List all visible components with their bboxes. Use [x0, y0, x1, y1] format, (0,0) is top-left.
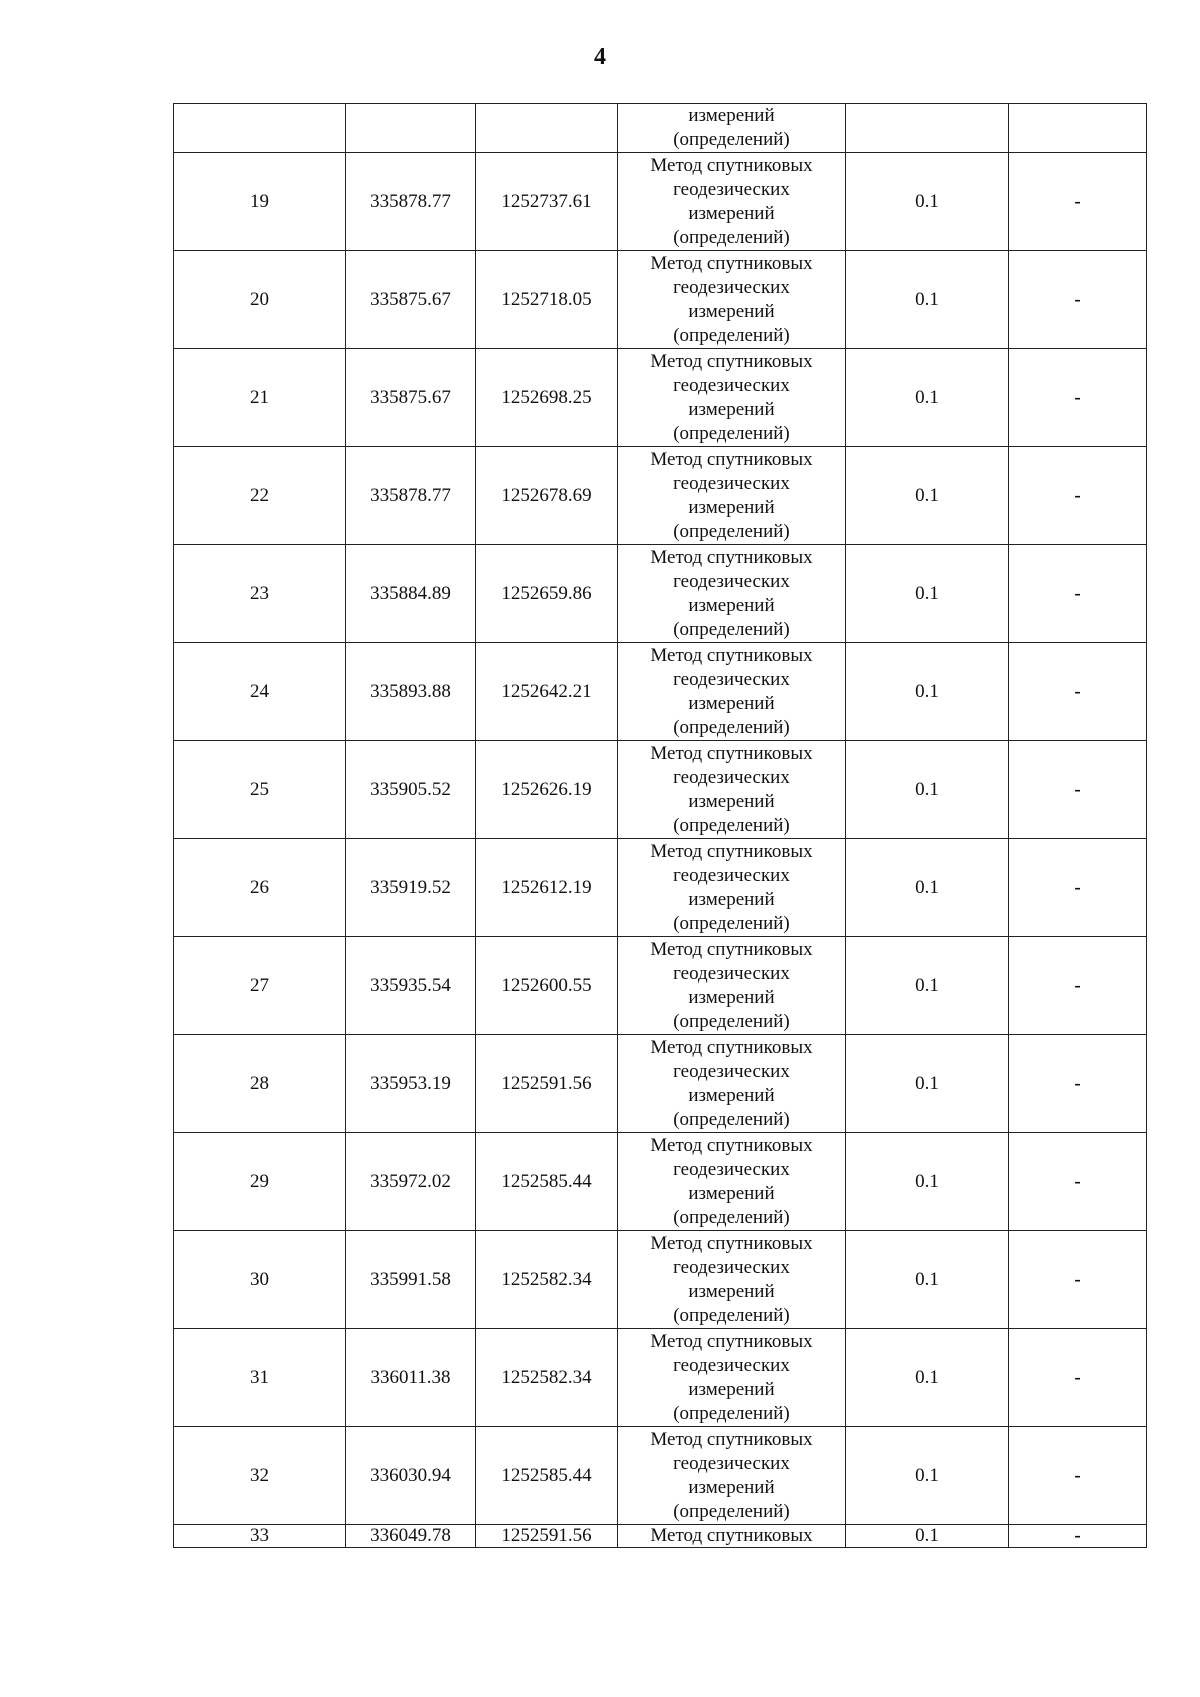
cell-accuracy: 0.1 — [846, 741, 1009, 839]
cell-method — [618, 937, 846, 1035]
cell-num: 23 — [174, 545, 346, 643]
method-line: геодезических — [673, 766, 790, 788]
cell-num: 27 — [174, 937, 346, 1035]
cell-y: 1252678.69 — [476, 447, 618, 545]
cell-note: - — [1009, 153, 1147, 251]
cell-accuracy: 0.1 — [846, 153, 1009, 251]
cell-note: - — [1009, 1525, 1147, 1548]
cell-note: - — [1009, 1231, 1147, 1329]
method-line: измерений — [688, 1182, 775, 1204]
method-line: (определений) — [673, 129, 790, 150]
method-line: Метод спутниковых — [650, 546, 813, 568]
cell-note: - — [1009, 349, 1147, 447]
method-line: Метод спутниковых — [650, 840, 813, 862]
cell-x: 335919.52 — [346, 839, 476, 937]
cell-x: 335878.77 — [346, 447, 476, 545]
method-line: геодезических — [673, 1256, 790, 1278]
table-row — [174, 1133, 1147, 1231]
method-line: измерений — [688, 105, 775, 126]
cell-x: 335884.89 — [346, 545, 476, 643]
method-line: (определений) — [673, 1010, 790, 1032]
method-line: геодезических — [673, 962, 790, 984]
method-line: Метод спутниковых — [650, 1330, 813, 1352]
cell-x: 335935.54 — [346, 937, 476, 1035]
method-line: Метод спутниковых — [650, 644, 813, 666]
cell-num: 21 — [174, 349, 346, 447]
page-number: 4 — [594, 44, 606, 70]
method-line: измерений — [688, 496, 775, 518]
method-line: измерений — [688, 692, 775, 714]
cell-method — [618, 545, 846, 643]
method-line: Метод спутниковых — [650, 938, 813, 960]
method-line: измерений — [688, 1476, 775, 1498]
cell-x: 335875.67 — [346, 251, 476, 349]
method-line: геодезических — [673, 178, 790, 200]
coordinates-table — [173, 103, 1147, 1548]
table-row — [174, 447, 1147, 545]
cell-num: 28 — [174, 1035, 346, 1133]
cell-method — [618, 251, 846, 349]
cell-y: 1252612.19 — [476, 839, 618, 937]
method-line: измерений — [688, 986, 775, 1008]
cell-y: 1252591.56 — [476, 1035, 618, 1133]
cell-x: 336049.78 — [346, 1525, 476, 1548]
cell-x: 335878.77 — [346, 153, 476, 251]
cell-note: - — [1009, 545, 1147, 643]
cell-method — [618, 1329, 846, 1427]
cell-y: 1252582.34 — [476, 1231, 618, 1329]
method-line: Метод спутниковых — [650, 1036, 813, 1058]
cell-accuracy: 0.1 — [846, 1427, 1009, 1525]
cell-num: 32 — [174, 1427, 346, 1525]
method-line: геодезических — [673, 1158, 790, 1180]
table-row-continued — [174, 104, 1147, 153]
method-line: Метод спутниковых — [650, 1134, 813, 1156]
cell-x: 336011.38 — [346, 1329, 476, 1427]
cell-note: - — [1009, 741, 1147, 839]
cell-note — [1009, 104, 1147, 153]
cell-method — [618, 1035, 846, 1133]
cell-note: - — [1009, 251, 1147, 349]
cell-y: 1252642.21 — [476, 643, 618, 741]
cell-method — [618, 349, 846, 447]
method-line: геодезических — [673, 668, 790, 690]
method-line: геодезических — [673, 1060, 790, 1082]
method-line: геодезических — [673, 864, 790, 886]
cell-num: 24 — [174, 643, 346, 741]
method-line: Метод спутниковых — [650, 154, 813, 176]
table-row-last — [174, 1525, 1147, 1548]
method-line: (определений) — [673, 1206, 790, 1228]
table-row — [174, 1329, 1147, 1427]
method-line: геодезических — [673, 1354, 790, 1376]
cell-y: 1252718.05 — [476, 251, 618, 349]
cell-x: 335991.58 — [346, 1231, 476, 1329]
cell-note: - — [1009, 1133, 1147, 1231]
cell-num: 30 — [174, 1231, 346, 1329]
table-row — [174, 1427, 1147, 1525]
cell-accuracy: 0.1 — [846, 643, 1009, 741]
method-line: (определений) — [673, 226, 790, 248]
table-row — [174, 545, 1147, 643]
table-row — [174, 643, 1147, 741]
method-line: измерений — [688, 888, 775, 910]
method-line: (определений) — [673, 422, 790, 444]
cell-method — [618, 1427, 846, 1525]
cell-y: 1252591.56 — [476, 1525, 618, 1548]
cell-method — [618, 839, 846, 937]
cell-method — [618, 447, 846, 545]
method-line: измерений — [688, 1084, 775, 1106]
cell-x: 335875.67 — [346, 349, 476, 447]
method-line: (определений) — [673, 1108, 790, 1130]
cell-num: 25 — [174, 741, 346, 839]
method-line: измерений — [688, 1280, 775, 1302]
cell-num — [174, 104, 346, 153]
method-line: геодезических — [673, 276, 790, 298]
table-row — [174, 1231, 1147, 1329]
table-row — [174, 839, 1147, 937]
table-row — [174, 741, 1147, 839]
cell-method: Метод спутниковых — [618, 1525, 846, 1548]
cell-accuracy: 0.1 — [846, 839, 1009, 937]
table-row — [174, 153, 1147, 251]
cell-accuracy: 0.1 — [846, 447, 1009, 545]
method-line: измерений — [688, 1378, 775, 1400]
cell-method — [618, 643, 846, 741]
cell-x — [346, 104, 476, 153]
method-line: (определений) — [673, 1304, 790, 1326]
cell-y: 1252659.86 — [476, 545, 618, 643]
cell-note: - — [1009, 643, 1147, 741]
method-line: измерений — [688, 398, 775, 420]
cell-x: 336030.94 — [346, 1427, 476, 1525]
cell-num: 33 — [174, 1525, 346, 1548]
method-line: (определений) — [673, 324, 790, 346]
method-line: измерений — [688, 790, 775, 812]
cell-method — [618, 1133, 846, 1231]
cell-accuracy: 0.1 — [846, 1231, 1009, 1329]
method-line: геодезических — [673, 374, 790, 396]
cell-y: 1252582.34 — [476, 1329, 618, 1427]
cell-accuracy — [846, 104, 1009, 153]
table-row — [174, 251, 1147, 349]
cell-num: 26 — [174, 839, 346, 937]
cell-x: 335893.88 — [346, 643, 476, 741]
method-line: измерений — [688, 594, 775, 616]
cell-note: - — [1009, 937, 1147, 1035]
cell-accuracy: 0.1 — [846, 937, 1009, 1035]
cell-accuracy: 0.1 — [846, 1329, 1009, 1427]
method-line: (определений) — [673, 814, 790, 836]
method-line: измерений — [688, 300, 775, 322]
cell-method — [618, 741, 846, 839]
cell-method — [618, 1231, 846, 1329]
cell-method — [618, 104, 846, 153]
method-line: геодезических — [673, 472, 790, 494]
method-line: (определений) — [673, 520, 790, 542]
method-line: Метод спутниковых — [650, 252, 813, 274]
cell-note: - — [1009, 1329, 1147, 1427]
cell-y: 1252600.55 — [476, 937, 618, 1035]
cell-y: 1252698.25 — [476, 349, 618, 447]
method-line: Метод спутниковых — [650, 448, 813, 470]
method-line: (определений) — [673, 716, 790, 738]
cell-num: 22 — [174, 447, 346, 545]
cell-num: 20 — [174, 251, 346, 349]
cell-accuracy: 0.1 — [846, 1133, 1009, 1231]
cell-accuracy: 0.1 — [846, 349, 1009, 447]
method-line: (определений) — [673, 1402, 790, 1424]
method-line: (определений) — [673, 618, 790, 640]
table-row — [174, 349, 1147, 447]
cell-y: 1252626.19 — [476, 741, 618, 839]
cell-y: 1252737.61 — [476, 153, 618, 251]
cell-note: - — [1009, 447, 1147, 545]
cell-num: 31 — [174, 1329, 346, 1427]
method-line: (определений) — [673, 1500, 790, 1522]
method-line: Метод спутниковых — [650, 1232, 813, 1254]
cell-accuracy: 0.1 — [846, 1525, 1009, 1548]
table-row — [174, 937, 1147, 1035]
cell-note: - — [1009, 1035, 1147, 1133]
cell-x: 335953.19 — [346, 1035, 476, 1133]
method-line: Метод спутниковых — [650, 1428, 813, 1450]
method-line: Метод спутниковых — [650, 350, 813, 372]
cell-x: 335972.02 — [346, 1133, 476, 1231]
method-line: измерений — [688, 202, 775, 224]
cell-x: 335905.52 — [346, 741, 476, 839]
table-row — [174, 1035, 1147, 1133]
cell-y — [476, 104, 618, 153]
cell-accuracy: 0.1 — [846, 251, 1009, 349]
cell-num: 19 — [174, 153, 346, 251]
cell-accuracy: 0.1 — [846, 1035, 1009, 1133]
cell-accuracy: 0.1 — [846, 545, 1009, 643]
method-line: Метод спутниковых — [650, 742, 813, 764]
table-body — [174, 104, 1147, 1548]
cell-y: 1252585.44 — [476, 1133, 618, 1231]
cell-note: - — [1009, 1427, 1147, 1525]
cell-num: 29 — [174, 1133, 346, 1231]
method-line: (определений) — [673, 912, 790, 934]
cell-y: 1252585.44 — [476, 1427, 618, 1525]
cell-note: - — [1009, 839, 1147, 937]
method-line: геодезических — [673, 570, 790, 592]
cell-method — [618, 153, 846, 251]
method-line: геодезических — [673, 1452, 790, 1474]
